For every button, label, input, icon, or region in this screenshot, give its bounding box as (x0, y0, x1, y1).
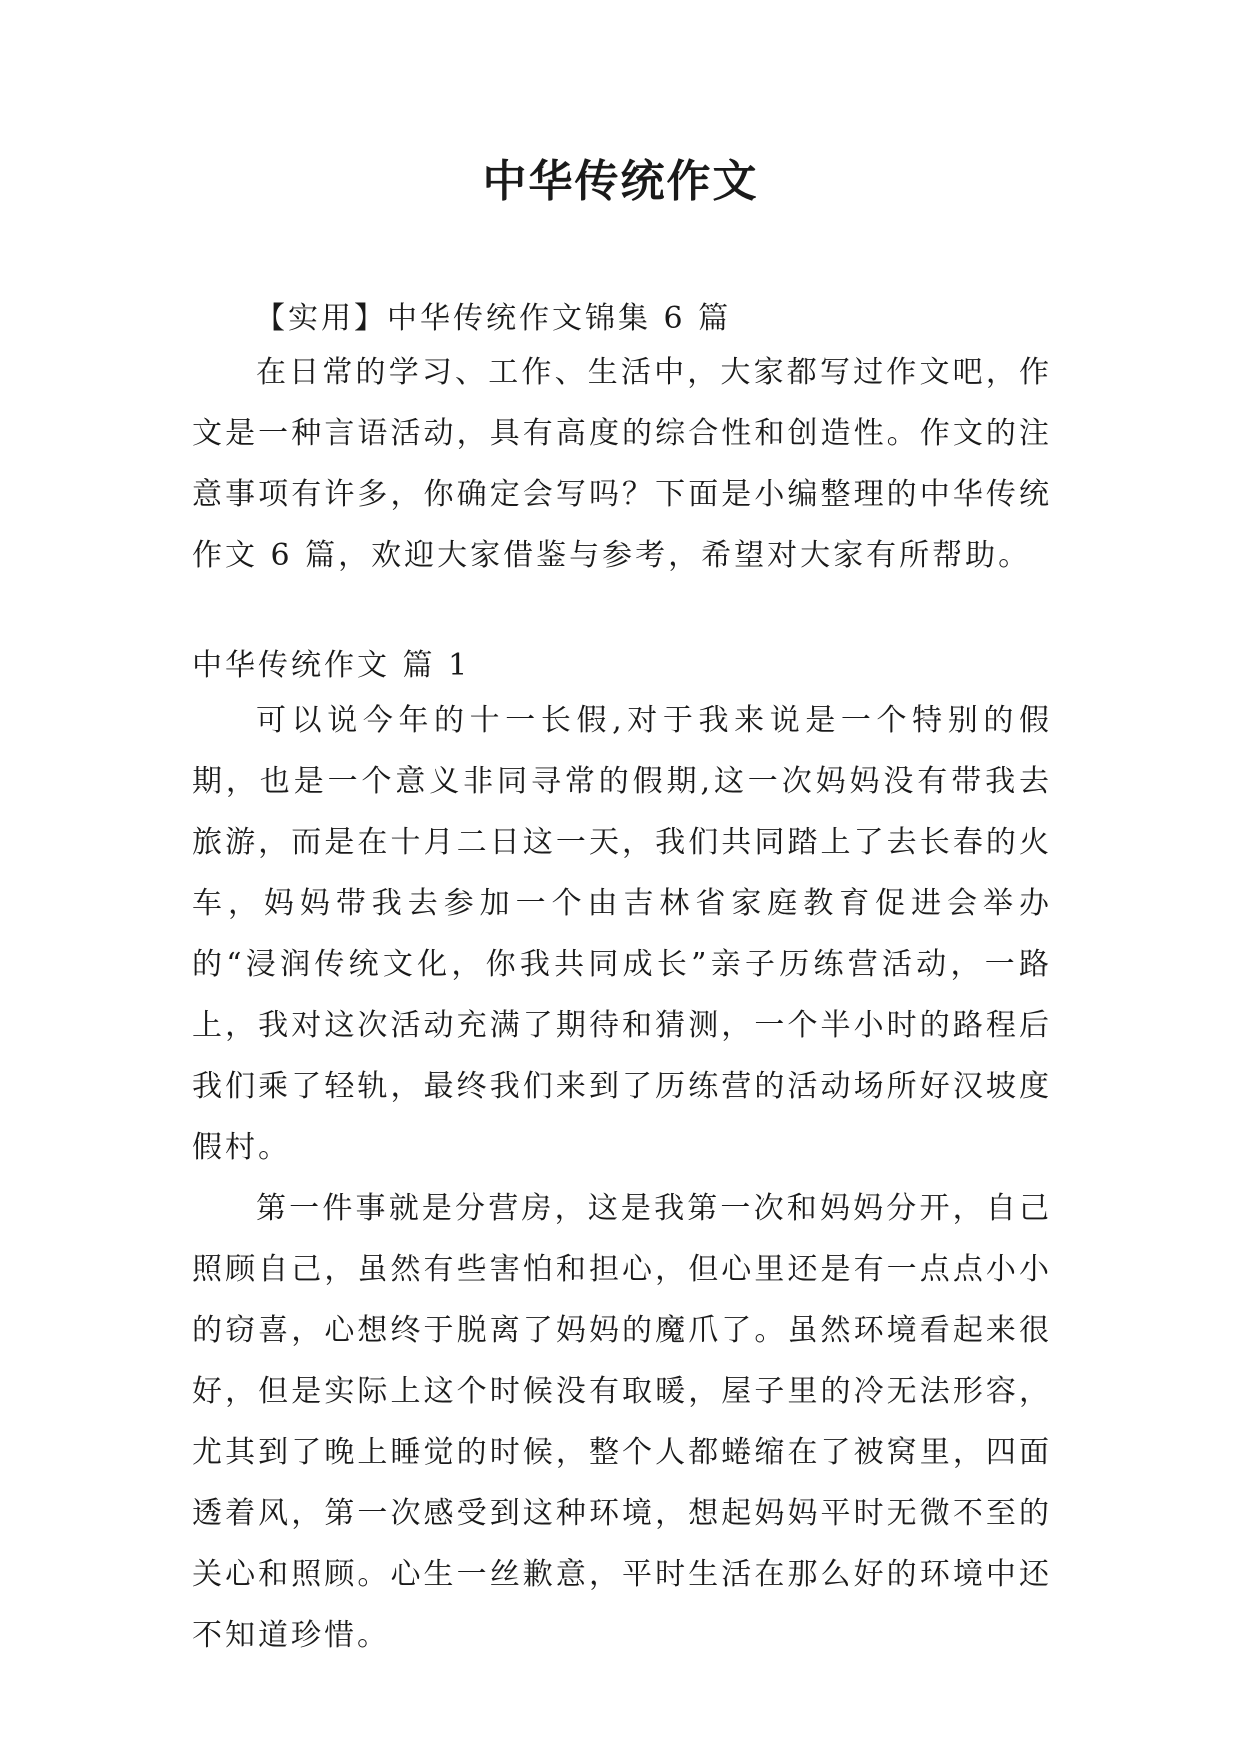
section-1-paragraph-1: 可以说今年的十一长假,对于我来说是一个特别的假期，也是一个意义非同寻常的假期,这一次妈妈没有带我去旅游，而是在十月二日这一天，我们共同踏上了去长春的火车，妈妈带我去参加一个由吉林省家庭教育促进会举办的“浸润传统文化，你我共同成长”亲子历练营活动，一路上，我对这次活动充满了期待和猜测，一个半小时的路程后我们乘了轻轨，最终我们来到了历练营的活动场所好汉坡度假村。 (192, 703, 1052, 1165)
intro-section (192, 342, 1052, 586)
section-1-body (192, 690, 1052, 1666)
intro-paragraph: 在日常的学习、工作、生活中，大家都写过作文吧，作文是一种言语活动，具有高度的综合性和创造性。作文的注意事项有许多，你确定会写吗？下面是小编整理的中华传统作文 6 篇，欢迎大家借鉴与参考，希望对大家有所帮助。 (192, 355, 1052, 573)
section-1-paragraph-2: 第一件事就是分营房，这是我第一次和妈妈分开，自己照顾自己，虽然有些害怕和担心，但心里还是有一点点小小的窃喜，心想终于脱离了妈妈的魔爪了。虽然环境看起来很好，但是实际上这个时候没有取暖，屋子里的冷无法形容，尤其到了晚上睡觉的时候，整个人都蜷缩在了被窝里，四面透着风，第一次感受到这种环境，想起妈妈平时无微不至的关心和照顾。心生一丝歉意，平时生活在那么好的环境中还不知道珍惜。 (192, 1191, 1052, 1653)
section-1-heading: 中华传统作文 篇 1 (192, 648, 471, 683)
document-subtitle: 【实用】中华传统作文锦集 6 篇 (255, 301, 732, 336)
document-title: 中华传统作文 (482, 156, 759, 207)
